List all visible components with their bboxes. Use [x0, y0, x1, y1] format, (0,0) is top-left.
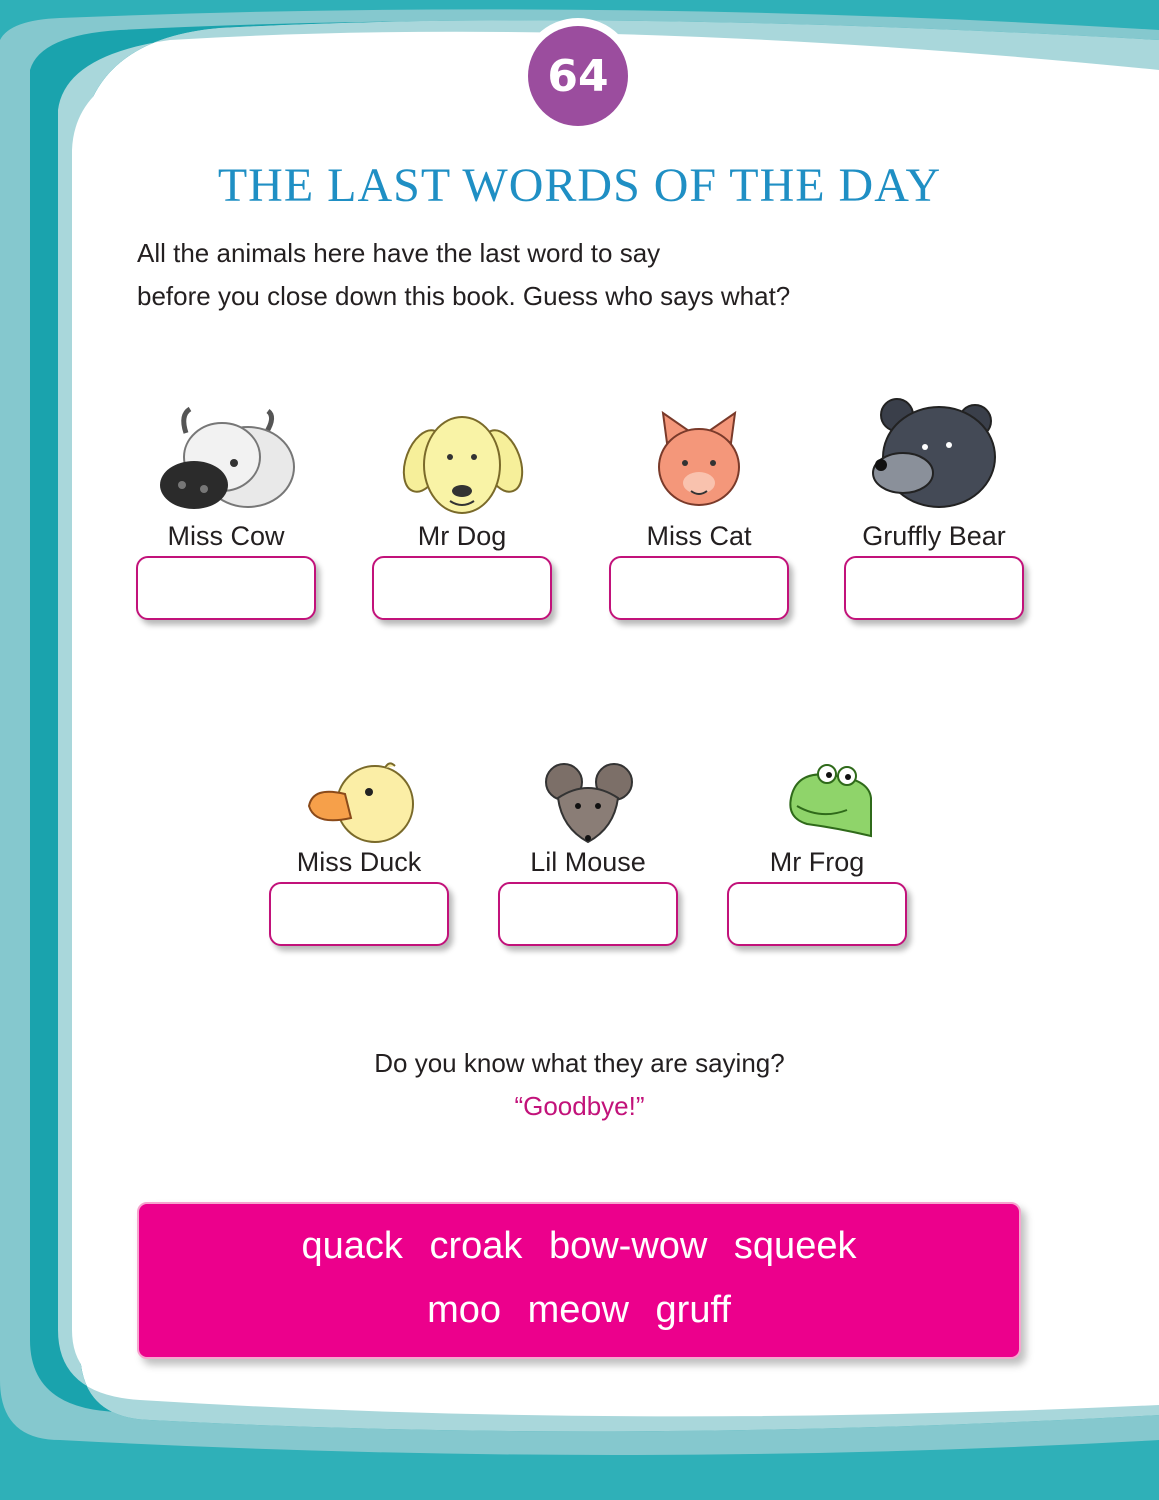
answer-box-bear[interactable]	[844, 556, 1024, 620]
intro-line-1: All the animals here have the last word to say	[137, 238, 661, 268]
answer-box-cow[interactable]	[136, 556, 316, 620]
intro-line-2: before you close down this book. Guess who says what?	[137, 281, 791, 311]
bear-icon	[859, 395, 1009, 520]
animal-card-bear	[819, 395, 1049, 620]
word-quack: quack	[301, 1225, 403, 1267]
word-meow: meow	[527, 1289, 629, 1331]
cat-icon	[629, 405, 769, 520]
word-moo: moo	[427, 1289, 502, 1331]
animal-name: Miss Cat	[646, 521, 752, 551]
answer-box-duck[interactable]	[269, 882, 449, 946]
page-title: THE LAST WORDS OF THE DAY	[217, 159, 942, 212]
answer-box-mouse[interactable]	[498, 882, 678, 946]
word-squeek: squeek	[733, 1225, 857, 1267]
question-text: Do you know what they are saying?	[374, 1048, 785, 1078]
frog-icon	[747, 758, 887, 846]
page-number-badge: 64	[528, 26, 628, 126]
answer-box-frog[interactable]	[727, 882, 907, 946]
animal-card-duck	[244, 758, 474, 946]
animal-name: Miss Duck	[296, 847, 422, 877]
mouse-icon	[518, 758, 658, 846]
dog-icon	[392, 405, 532, 520]
animal-name: Gruffly Bear	[862, 521, 1006, 551]
animal-card-frog	[702, 758, 932, 946]
animal-card-dog	[347, 405, 577, 620]
cow-icon	[156, 405, 296, 520]
intro-text	[137, 232, 997, 318]
word-bow-wow: bow-wow	[548, 1225, 708, 1267]
animal-card-cat	[584, 405, 814, 620]
word-croak: croak	[429, 1225, 523, 1267]
answer-text: “Goodbye!”	[514, 1091, 645, 1121]
word-gruff: gruff	[655, 1289, 731, 1331]
duck-icon	[289, 758, 429, 846]
word-bank-row-2	[139, 1278, 1019, 1352]
answer-box-cat[interactable]	[609, 556, 789, 620]
answer-box-dog[interactable]	[372, 556, 552, 620]
animal-card-cow	[111, 405, 341, 620]
animal-card-mouse	[473, 758, 703, 946]
word-bank	[137, 1202, 1021, 1359]
word-bank-row-1	[139, 1204, 1019, 1278]
animal-name: Mr Dog	[417, 521, 507, 551]
animal-name: Miss Cow	[167, 521, 285, 551]
animal-name: Lil Mouse	[530, 847, 646, 877]
animal-name: Mr Frog	[769, 847, 865, 877]
